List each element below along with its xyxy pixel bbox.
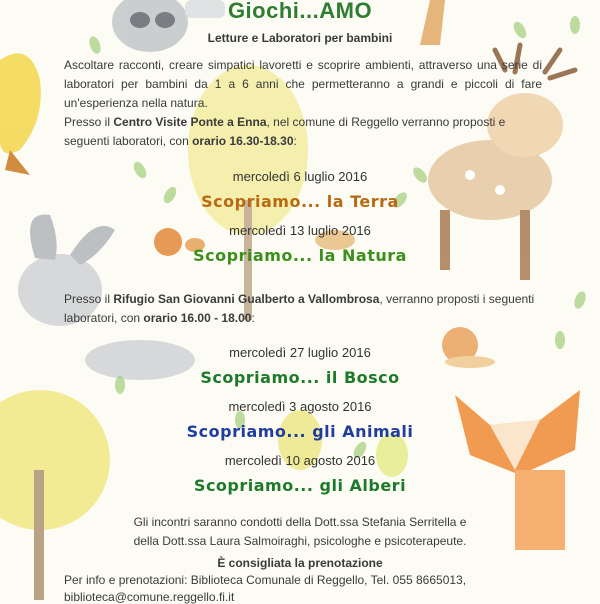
event-title: Scopriamo... la Terra bbox=[201, 192, 399, 211]
venue2-hours: orario 16.00 - 18.00 bbox=[143, 311, 252, 325]
venue2-suffix: : bbox=[251, 311, 255, 325]
venue1-paragraph bbox=[64, 113, 542, 151]
venue1-place: Centro Visite Ponte a Enna bbox=[113, 115, 267, 129]
event-date: mercoledì 13 luglio 2016 bbox=[229, 223, 371, 238]
event-date: mercoledì 27 luglio 2016 bbox=[229, 345, 371, 360]
venue2-paragraph bbox=[64, 290, 542, 328]
footer-line: Gli incontri saranno condotti della Dott.ssa Stefania Serritella e bbox=[133, 515, 467, 529]
venue2-place: Rifugio San Giovanni Gualberto a Vallombrosa bbox=[113, 292, 380, 306]
contact-info: Per info e prenotazioni: Biblioteca Comunale di Reggello, Tel. 055 8665013, bbox=[64, 573, 467, 587]
event-title: Scopriamo... gli Animali bbox=[186, 422, 414, 441]
venue1-hours: orario 16.30-18.30 bbox=[192, 134, 294, 148]
event-date: mercoledì 6 luglio 2016 bbox=[232, 169, 368, 184]
event-title: Scopriamo... il Bosco bbox=[200, 368, 400, 387]
venue1-suffix: : bbox=[293, 134, 297, 148]
event-date: mercoledì 3 agosto 2016 bbox=[228, 399, 372, 414]
venue1-middle: , nel comune di Reggello verranno proposti e seguenti laboratori, con bbox=[64, 115, 506, 148]
booking-note: È consigliata la prenotazione bbox=[217, 556, 383, 570]
contact-email[interactable]: biblioteca@comune.reggello.fi.it bbox=[64, 590, 235, 604]
intro-paragraph: Ascoltare racconti, creare simpatici lavoretti e scoprire ambienti, attraverso una serie di laboratori per bambini da 1 a 6 anni che permetteranno a grandi e piccoli di fare un'esperienza nella natura. bbox=[64, 58, 542, 110]
event-title: Scopriamo... la Natura bbox=[193, 246, 407, 265]
venue1-prefix: Presso il bbox=[64, 115, 114, 129]
page-subtitle: Letture e Laboratori per bambini bbox=[207, 31, 393, 45]
event-date: mercoledì 10 agosto 2016 bbox=[224, 453, 376, 468]
venue2-prefix: Presso il bbox=[64, 292, 114, 306]
venue2-middle: , verranno proposti i seguenti laboratori, con bbox=[64, 292, 535, 325]
event-title: Scopriamo... gli Alberi bbox=[193, 476, 407, 495]
page-title: Giochi...AMO bbox=[227, 0, 373, 23]
footer-line: della Dott.ssa Laura Salmoiraghi, psicologhe e psicoterapeute. bbox=[133, 534, 467, 548]
